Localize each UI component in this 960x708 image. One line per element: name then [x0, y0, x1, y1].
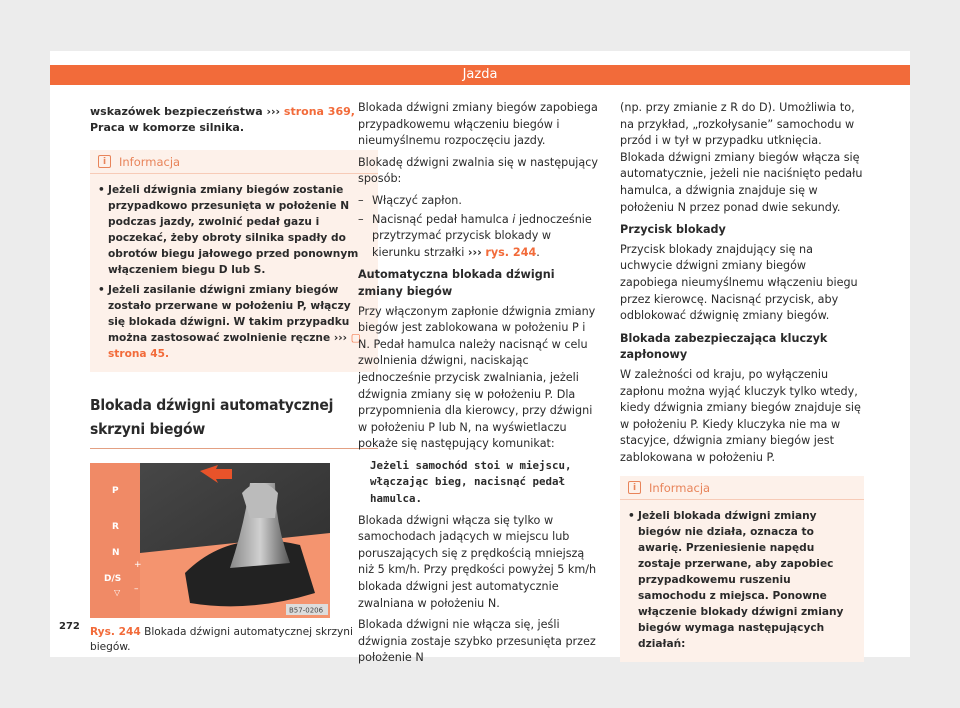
paragraph: Blokada dźwigni zmiany biegów zapobiega przypadkowemu włączeniu biegów i nieumyślnemu rozpoczęciu jazdy.	[358, 101, 598, 148]
gear-label-n: N	[112, 548, 120, 558]
page-number: 272	[59, 621, 80, 632]
chapter-header	[50, 65, 910, 85]
step-item: – Nacisnąć pedał hamulca i jednocześnie przytrzymać przycisk blokady w kierunku strzałki ››› rys. 244.	[358, 212, 592, 259]
paragraph: Blokada dźwigni nie włącza się, jeśli dźwignia zostaje szybko przesunięta przez położenie N	[358, 618, 596, 665]
info-box-header: i Informacja	[620, 476, 864, 500]
section-heading: Blokada dźwigni automatycznej skrzyni biegów	[90, 396, 334, 438]
gear-selector-illustration	[90, 463, 330, 618]
display-message: Jeżeli samochód stoi w miejscu, włączając bieg, nacisnąć pedał hamulca.	[370, 458, 572, 506]
paragraph: Przycisk blokady znajdujący się na uchwycie dźwigni zmiany biegów zapobiega nieumyślnemu włączeniu biegu przez kierowcę. Nacisnąć przycisk, aby odblokować dźwignię zmiany biegów.	[620, 242, 858, 323]
info-link[interactable]: strona 45.	[108, 348, 170, 360]
info-box-2	[620, 476, 864, 662]
paragraph: (np. przy zmianie z R do D). Umożliwia to, na przykład, „rozkołysanie” samochodu w przód i w tył w przypadku utknięcia. Blokada dźwigni zmiany biegów włącza się automatycznie, jeżeli nie naciśnięto pedału hamulca, a dźwignia znajduje się w położeniu N przez ponad dwie sekundy.	[620, 101, 863, 214]
info-bullet: • Jeżeli dźwignia zmiany biegów zostanie przypadkowo przesunięta w położenie N podczas jazdy, zwolnić pedał gazu i poczekać, żeby obroty silnika spadły do obrotów biegu jałowego przed ponownym włączeniem biegu D lub S.	[98, 184, 359, 276]
gear-label-r: R	[112, 522, 119, 532]
step-item: – Włączyć zapłon.	[358, 193, 462, 207]
info-box-header: i Informacja	[90, 150, 378, 174]
figure-code: B57-0206	[289, 606, 324, 615]
sub-heading: Automatyczna blokada dźwigni zmiany biegów	[358, 268, 555, 298]
section-divider	[90, 448, 378, 449]
figure-gear-selector	[90, 463, 330, 618]
paragraph: Przy włączonym zapłonie dźwignia zmiany biegów jest zablokowana w położeniu P i N. Pedał hamulca należy nacisnąć w celu zwolnienia dźwigni, naciskając jednocześnie przycisk zwalniania, jeżeli dźwignia zmiany się w położeniu P. Dla przypomnienia dla kierowcy, przy dźwigni w położeniu P lub N, na wyświetlaczu pokaże się następujący komunikat:	[358, 304, 596, 451]
column-right	[620, 100, 864, 662]
figure-ref: Rys. 244	[90, 626, 141, 638]
sub-heading: Przycisk blokady	[620, 223, 726, 237]
manual-page	[50, 51, 910, 665]
info-box-body	[90, 174, 378, 372]
sub-heading: Blokada zabezpieczająca kluczyk zapłonowy	[620, 331, 828, 362]
info-box-1	[90, 150, 378, 372]
chapter-title: Jazda	[462, 67, 498, 82]
info-bullet: • Jeżeli zasilanie dźwigni zmiany biegów zostało przerwane w położeniu P, włączy się blokada dźwigni. W takim przypadku można zastosować zwolnienie ręczne ››› ▢ strona 45.	[98, 284, 361, 360]
gear-label-p: P	[112, 486, 119, 496]
svg-text:▽: ▽	[114, 588, 121, 597]
book-icon: ▢	[350, 332, 361, 344]
column-left	[90, 104, 378, 655]
info-box-body	[620, 500, 864, 662]
paragraph: Blokada dźwigni włącza się tylko w samochodach jadących w miejscu lub poruszających się z prędkością mniejszą niż 5 km/h. Przy prędkości powyżej 5 km/h blokada dźwigni jest automatycznie zwalniana w położeniu N.	[358, 513, 597, 610]
paragraph: Blokadę dźwigni zwalnia się w następujący sposób:	[358, 155, 599, 186]
gear-label-minus: –	[134, 584, 139, 594]
gear-label-ds: D/S	[104, 574, 122, 584]
intro-link[interactable]: strona 369,	[283, 105, 355, 118]
figure-caption: Rys. 244 Blokada dźwigni automatycznej skrzyni biegów.	[90, 626, 353, 653]
paragraph: W zależności od kraju, po wyłączeniu zapłonu można wyjąć kluczyk tylko wtedy, kiedy dźwignia zmiany biegów znajduje się w położeniu P. Kiedy kluczyka nie ma w stacyjce, dźwignia zmiany biegów jest zablokowana w położeniu P.	[620, 367, 861, 464]
gear-label-plus: +	[134, 560, 142, 570]
info-icon: i	[628, 481, 641, 494]
column-middle	[358, 100, 599, 672]
intro-paragraph: wskazówek bezpieczeństwa ››› strona 369, Praca w komorze silnika.	[90, 105, 355, 134]
info-icon: i	[98, 155, 111, 168]
figure-link[interactable]: rys. 244	[485, 245, 537, 259]
info-bullet: • Jeżeli blokada dźwigni zmiany biegów nie działa, oznacza to awarię. Przeniesienie napędu zostaje przerwane, aby zapobiec przypadkowemu ruszeniu samochodu z miejsca. Ponowne włączenie blokady dźwigni zmiany biegów wymaga następujących działań:	[628, 510, 844, 651]
